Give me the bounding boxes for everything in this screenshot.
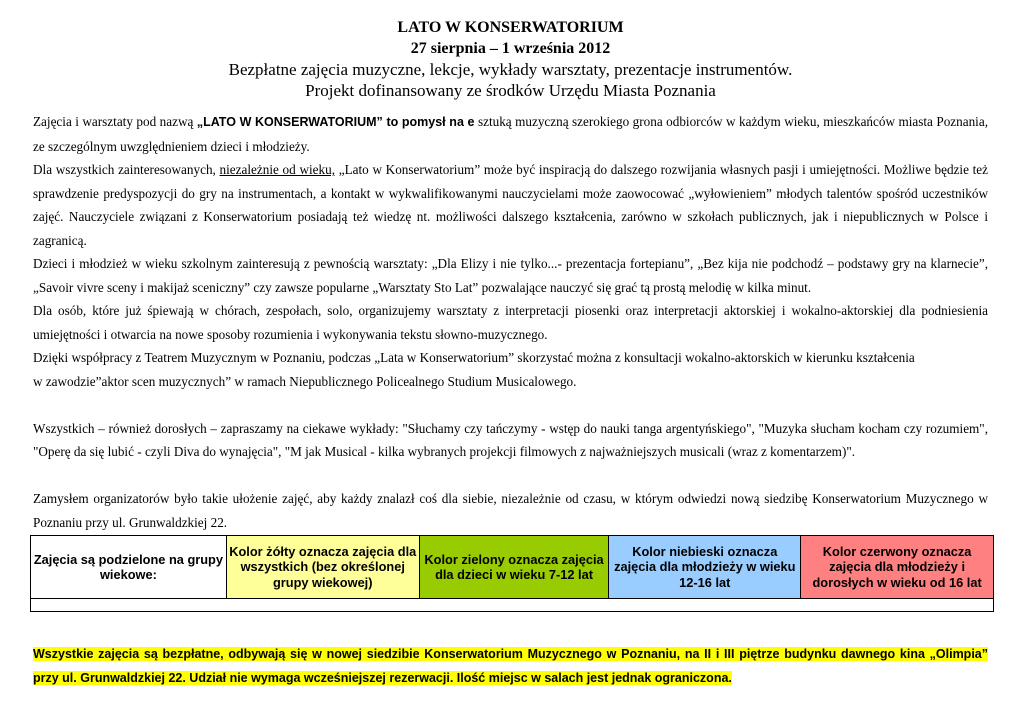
notice-highlighted-text: Wszystkie zajęcia są bezpłatne, odbywają się w nowej siedzibie Konserwatorium Muzycznego w Poznaniu, na II i III piętrze budynku dawnego kina „Olimpia” przy ul. Grunwaldzkiej 22. Udział nie wymaga wcześniejszej rezerwacji. Ilość miejsc w salach jest jednak ograniczona.	[33, 647, 988, 685]
paragraph-organizers: Zamysłem organizatorów było takie ułożenie zajęć, aby każdy znalazł coś dla siebie, niezależnie od czasu, w którym odwiedzi nową siedzibę Konserwatorium Muzycznego w Poznaniu przy ul. Grunwaldzkiej 22.	[33, 491, 988, 530]
age-groups-empty-row	[31, 599, 994, 612]
paragraph-everyone-end: „Lato w Konserwatorium” może być inspiracją do dalszego rozwijania własnych pasji i umiejętności. Możliwe będzie też sprawdzenie predyspozycji do gry na instrumentach, a kontakt w wykwalifikowanymi nauczycielami może zaowocować „wyłowieniem” młodych talentów spośród uczestników zajęć. Nauczyciele związani z Konserwatorium posiadają też wiedzę nt. możliwości dalszego kształcenia, zarówno w szkołach publicznych, jak i niepublicznych w Polsce i zagranicą.	[33, 162, 989, 248]
paragraph-theatre-line2: w zawodzie”aktor scen muzycznych” w ramach Niepublicznego Policealnego Studium Musicalowego.	[33, 373, 577, 389]
event-dates: 27 sierpnia – 1 września 2012	[410, 40, 611, 57]
paragraph-intro-start: Zajęcia i warsztaty pod nazwą	[33, 114, 197, 129]
yellow-group-cell: Kolor żółty oznacza zajęcia dla wszystkich (bez określonej grupy wiekowej)	[226, 536, 419, 599]
paragraph-intro	[33, 110, 988, 158]
green-group-cell: Kolor zielony oznacza zajęcia dla dzieci w wieku 7-12 lat	[419, 536, 609, 599]
document-page	[33, 17, 988, 534]
blue-group-cell: Kolor niebieski oznacza zajęcia dla młodzieży w wieku 12-16 lat	[609, 536, 801, 599]
paragraph-everyone-start: Dla wszystkich zainteresowanych,	[33, 162, 220, 177]
paragraph-children: Dzieci i młodzież w wieku szkolnym zainteresują z pewnością warsztaty: „Dla Elizy i nie tylko...- prezentacja fortepianu”, „Bez kija nie podchodź – podstawy gry na klarnecie”, „Savoir vivre sceny i makijaż sceniczny” czy zawsze popularne „Warsztaty Sto Lat” pozwalające nauczyć się grać tą prostą melodię w kilka minut.	[33, 256, 988, 295]
paragraph-everyone	[33, 158, 988, 252]
paragraph-lectures: Wszystkich – również dorosłych – zapraszamy na ciekawe wykłady: "Słuchamy czy tańczymy - wstęp do nauki tanga argentyńskiego", "Muzyka słucham kocham czy rozumiem", "Operę da się lubić - czyli Diva do wynajęcia", "M jak Musical - kilka wybranych projekcji filmowych z najważniejszych musicali (wraz z komentarzem)".	[33, 420, 988, 459]
paragraph-intro-end: sztuką muzyczną szerokiego grona odbiorców w każdym wieku, mieszkańców miasta Poznania, ze szczególnym uwzględnieniem dzieci i młodzieży.	[33, 114, 988, 154]
paragraph-intro-bold: „LATO W KONSERWATORIUM” to pomysł na e	[196, 115, 475, 129]
document-body	[33, 110, 988, 534]
paragraph-singers: Dla osób, które już śpiewają w chórach, zespołach, solo, organizujemy warsztaty z interpretacji piosenki oraz interpretacji aktorskiej i wokalno-aktorskiej dla podniesienia umiejętności i otwarcia na nowe sposoby rozumienia i wykonywania tekstu słowno-muzycznego.	[33, 303, 988, 342]
paragraph-theatre	[33, 346, 988, 393]
paragraph-theatre-line1: Dzięki współpracy z Teatrem Muzycznym w Poznaniu, podczas „Lata w Konserwatorium” skorzystać można z konsultacji wokalno-aktorskich w kierunku kształcenia	[33, 350, 915, 365]
age-groups-table	[30, 535, 994, 612]
funding-note: Projekt dofinansowany ze środków Urzędu Miasta Poznania	[305, 81, 716, 100]
document-title: LATO W KONSERWATORIUM	[397, 19, 624, 36]
red-group-cell: Kolor czerwony oznacza zajęcia dla młodzieży i dorosłych w wieku od 16 lat	[801, 536, 994, 599]
document-subtitle: Bezpłatne zajęcia muzyczne, lekcje, wykłady warsztaty, prezentacje instrumentów.	[228, 60, 793, 79]
document-header	[33, 17, 988, 101]
age-groups-intro-cell: Zajęcia są podzielone na grupy wiekowe:	[31, 536, 227, 599]
paragraph-everyone-underlined: niezależnie od wieku,	[219, 162, 335, 177]
free-admission-notice	[33, 642, 988, 690]
